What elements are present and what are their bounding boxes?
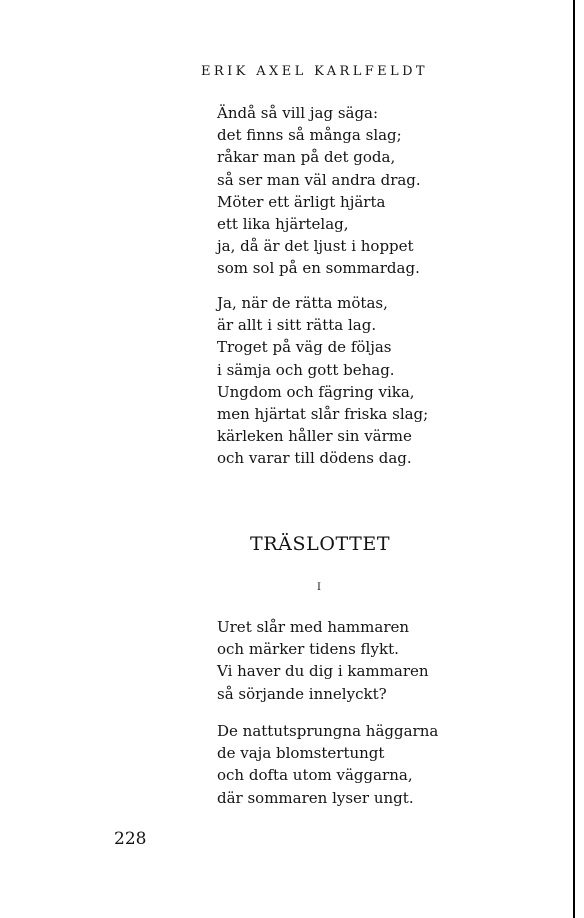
verse-line: Ja, när de rätta mötas,: [217, 294, 388, 312]
verse-line: och varar till dödens dag.: [217, 449, 412, 468]
verse-line: Möter ett ärligt hjärta: [217, 192, 386, 211]
stanza-3: [217, 616, 429, 705]
verse-line: så ser man väl andra drag.: [217, 170, 421, 189]
verse-line: Troget på väg de följas: [217, 338, 392, 357]
stanza-4: [217, 720, 438, 809]
verse-line: Vi haver du dig i kammaren: [217, 662, 429, 681]
verse-line: så sörjande innelyckt?: [217, 684, 387, 703]
verse-line: De nattutsprungna häggarna: [217, 722, 439, 740]
verse-line: det finns så många slag;: [217, 126, 402, 145]
verse-line: där sommaren lyser ungt.: [217, 788, 414, 807]
page-number: 228: [114, 829, 147, 849]
verse-line: Uret slår med hammaren: [217, 618, 410, 636]
verse-line: men hjärtat slår friska slag;: [217, 405, 429, 424]
verse-line: ja, då är det ljust i hoppet: [217, 237, 414, 256]
verse-line: och märker tidens flykt.: [217, 640, 399, 659]
stanza-1: [217, 102, 421, 280]
verse-line: i sämja och gott behag.: [217, 360, 395, 379]
verse-line: de vaja blomstertungt: [217, 744, 385, 763]
verse-line: Ungdom och fägring vika,: [217, 382, 415, 401]
poem-title: TRÄSLOTTET: [250, 533, 391, 555]
verse-line: Ändå så vill jag säga:: [217, 104, 379, 122]
verse-line: är allt i sitt rätta lag.: [217, 316, 377, 335]
verse-line: ett lika hjärtelag,: [217, 215, 349, 234]
stanza-2: [217, 292, 428, 470]
running-head-author: ERIK AXEL KARLFELDT: [201, 64, 428, 79]
verse-line: kärleken håller sin värme: [217, 427, 412, 446]
verse-line: som sol på en sommardag.: [217, 259, 420, 278]
page-edge-line: [573, 0, 575, 918]
verse-line: och dofta utom väggarna,: [217, 766, 413, 785]
verse-line: råkar man på det goda,: [217, 148, 396, 167]
section-number: I: [317, 582, 321, 593]
